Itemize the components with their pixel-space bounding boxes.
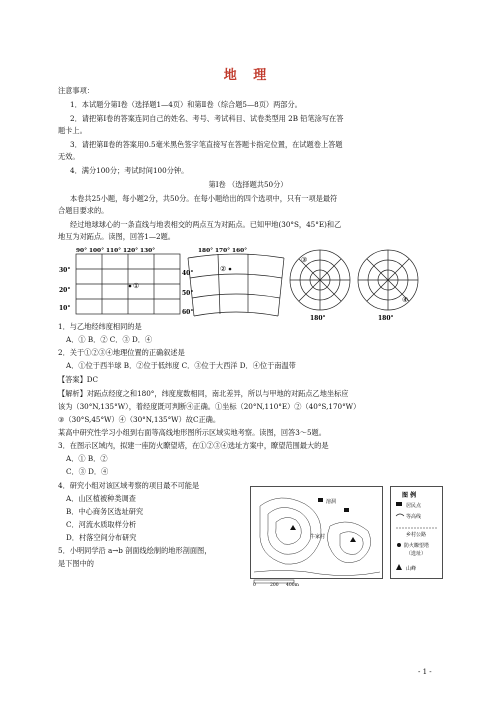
question-4-stem: 4．研究小组对该区域考察的项目最不可能是 bbox=[58, 481, 200, 490]
map-a-mark: ① bbox=[133, 282, 140, 290]
legend-item: 防火瞭望塔 bbox=[404, 543, 430, 549]
question-1-stem: 1．与乙地经纬度相同的是 bbox=[58, 322, 142, 331]
polar-d-mark: ④ bbox=[402, 296, 409, 304]
map-a-left-label: 20° bbox=[59, 287, 71, 294]
question-4-option: C．河流水质取样分析 bbox=[66, 520, 137, 529]
legend-item: 乡村公路 bbox=[406, 532, 427, 538]
question-1-options: A．① B．② C．③ D．④ bbox=[66, 335, 153, 344]
question-4-option: B．中心商务区选址研究 bbox=[66, 507, 144, 516]
map-b-side-label: 60° bbox=[182, 309, 194, 316]
map-label-cave: 溶洞 bbox=[326, 499, 337, 505]
legend-title: 图 例 bbox=[402, 492, 417, 499]
analysis-line: 【解析】对跖点经度之和180°，纬度度数相同，南北差异，所以与甲地的对跖点乙地坐标应 bbox=[58, 389, 349, 398]
intro-line: 合题目要求的。 bbox=[58, 206, 109, 215]
polar-view-c bbox=[290, 250, 350, 310]
scale-label: 0 bbox=[253, 583, 256, 586]
analysis-line: ③（30°S,45°W）④（30°N,135°W）故C正确。 bbox=[58, 415, 221, 424]
answer-line: 【答案】DC bbox=[58, 375, 99, 384]
legend-item: 等高线 bbox=[406, 514, 422, 520]
note-line: 题卡上。 bbox=[58, 126, 87, 135]
note-line: 3．请把第Ⅱ卷的答案用0.5毫米黑色签字笔直接写在答题卡指定位置，在试题卷上答题 bbox=[70, 140, 343, 149]
map-a-top-labels: 90° 100° 110° 120° 130° bbox=[76, 248, 156, 254]
page-number: - 1 - bbox=[418, 668, 432, 676]
question-2-stem: 2．关于①②③④地理位置的正确叙述是 bbox=[58, 348, 185, 357]
legend-item: （选址） bbox=[406, 551, 427, 557]
intro-line: 地互为对跖点。读图，回答1—2题。 bbox=[58, 232, 175, 241]
figure-contour-map bbox=[250, 486, 444, 586]
legend-item: 居民点 bbox=[406, 503, 422, 509]
polar-c-mark: ③ bbox=[301, 256, 308, 264]
map-b-top-labels: 180° 170° 160° bbox=[198, 248, 248, 254]
question-3-options: A．① B．② bbox=[66, 454, 108, 463]
polar-c-label: 180° bbox=[310, 315, 326, 322]
antipode-maps-svg bbox=[58, 244, 444, 322]
intro-line: 本卷共25小题，每小题2分，共50分。在每小题给出的四个选项中，只有一项是最符 bbox=[70, 194, 338, 203]
map-grid-b bbox=[188, 254, 284, 316]
question-4-option: A．山区植被种类调查 bbox=[66, 494, 136, 503]
page-title: 地 理 bbox=[223, 68, 273, 83]
note-line: 1．本试题分第Ⅰ卷（选择题1—4页）和第Ⅱ卷（综合题5—8页）两部分。 bbox=[70, 100, 302, 109]
legend-item: 山峰 bbox=[406, 566, 417, 572]
section-title: 第Ⅰ卷 （选择题共50分） bbox=[208, 180, 288, 189]
map-b-side-label: 40° bbox=[182, 270, 194, 277]
intro-2: 某高中研究性学习小组到右面等高线地形图所示区域实地考察。读图，回答3～5题。 bbox=[58, 428, 326, 437]
question-3-options: C．③ D．④ bbox=[66, 467, 109, 476]
note-line: 无效。 bbox=[58, 152, 80, 161]
scale-label: 200 bbox=[270, 583, 279, 586]
question-2-options: A．①位于西半球 B．②位于低纬度 C．③位于大西洋 D．④位于南温带 bbox=[66, 361, 296, 370]
map-b-mark: ② bbox=[220, 265, 227, 273]
intro-line: 经过地球球心的一条直线与地表相交的两点互为对跖点。已知甲地(30°S，45°E)和乙 bbox=[70, 220, 342, 229]
map-b-side-label: 50° bbox=[182, 290, 194, 297]
question-5-stem: 5．小明同学沿 a→b 剖面线绘制的地形剖面图， bbox=[58, 546, 212, 555]
map-grid-a bbox=[76, 254, 180, 314]
question-3-stem: 3．在图示区域内，拟建一座防火瞭望塔，在①②③④选址方案中，瞭望范围最大的是 bbox=[58, 441, 329, 450]
polar-view-d bbox=[358, 250, 418, 310]
scale-label: 400m bbox=[286, 583, 299, 586]
contour-map-svg bbox=[250, 486, 444, 586]
question-4-option: D．村落空间分布研究 bbox=[66, 533, 137, 542]
note-line: 4．满分100分；考试时间100分钟。 bbox=[70, 166, 189, 175]
note-line: 2．请把第Ⅰ卷的答案连同自己的姓名、考号、考试科目、试卷类型用 2B 铅笔涂写在答 bbox=[70, 114, 344, 123]
map-label-village: 牛家村 bbox=[310, 534, 326, 540]
question-5-stem: 是下图中的 bbox=[58, 559, 94, 568]
map-a-left-label: 10° bbox=[59, 305, 71, 312]
notes-heading: 注意事项： bbox=[58, 86, 94, 95]
analysis-line: 该为（30°N,135°W），着经度既可判断④正确。①坐标（20°N,110°E）②（40°S,170°W） bbox=[58, 402, 361, 411]
map-a-left-label: 30° bbox=[59, 267, 71, 274]
figure-antipode-maps bbox=[58, 244, 444, 322]
polar-d-label: 180° bbox=[378, 315, 394, 322]
